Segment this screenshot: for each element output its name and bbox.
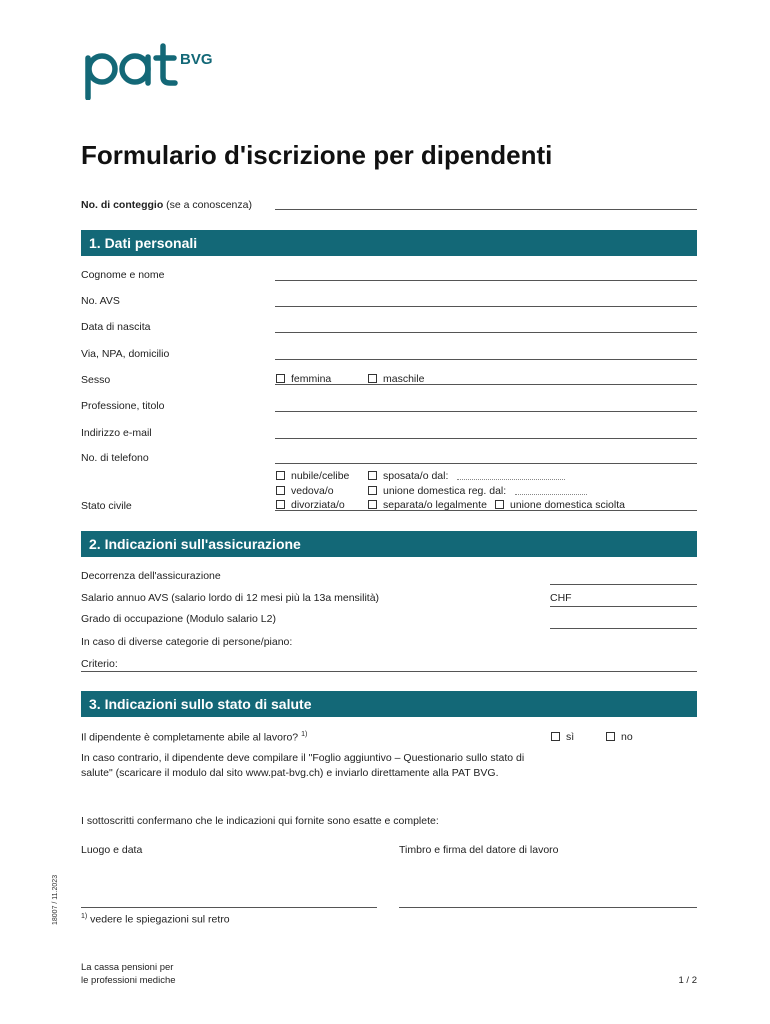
logo-graphic — [80, 40, 220, 100]
health-yes-option[interactable] — [551, 731, 574, 743]
section-personal-title: 1. Dati personali — [89, 235, 198, 251]
footnote-text: vedere le spiegazioni sul retro — [90, 913, 230, 926]
start-input-line[interactable] — [550, 584, 697, 585]
yes-checkbox[interactable] — [551, 732, 560, 741]
female-checkbox[interactable] — [276, 374, 285, 383]
no-label: no — [621, 731, 633, 743]
signature-label: Timbro e firma del datore di lavoro — [399, 844, 559, 856]
account-label-bold: No. di conteggio — [81, 199, 164, 211]
occupation-label: Grado di occupazione (Modulo salario L2) — [81, 613, 276, 625]
birth-input-line[interactable] — [275, 332, 697, 333]
salary-input-line[interactable] — [550, 606, 697, 607]
currency-label: CHF — [550, 592, 572, 604]
civil-single-option[interactable] — [276, 470, 349, 482]
separated-checkbox[interactable] — [368, 500, 377, 509]
partnership-label: unione domestica reg. dal: — [383, 485, 507, 497]
document-code: 18007 / 11.2023 — [52, 874, 59, 925]
criterion-label: Criterio: — [81, 658, 118, 670]
single-checkbox[interactable] — [276, 471, 285, 480]
no-checkbox[interactable] — [606, 732, 615, 741]
place-date-line[interactable] — [81, 907, 377, 908]
pat-bvg-logo — [80, 40, 220, 105]
page-title: Formulario d'iscrizione per dipendenti — [81, 140, 553, 170]
footer-line1: La cassa pensioni per — [81, 962, 174, 973]
separated-label: separata/o legalmente — [383, 499, 487, 511]
partnership-date-line[interactable] — [515, 494, 587, 495]
civil-partnership-option[interactable] — [368, 485, 587, 497]
widowed-checkbox[interactable] — [276, 486, 285, 495]
start-label: Decorrenza dell'assicurazione — [81, 570, 221, 582]
place-date-label: Luogo e data — [81, 844, 143, 856]
married-label: sposata/o dal: — [383, 470, 449, 482]
criterion-input-line[interactable] — [81, 671, 697, 672]
sex-line — [275, 384, 697, 385]
male-checkbox[interactable] — [368, 374, 377, 383]
salary-label: Salario annuo AVS (salario lordo di 12 mesi più la 13a mensilità) — [81, 592, 380, 604]
civil-widowed-option[interactable] — [276, 485, 334, 497]
health-no-option[interactable] — [606, 731, 633, 743]
single-label: nubile/celibe — [291, 470, 350, 482]
profession-input-line[interactable] — [275, 411, 697, 412]
confirm-text: I sottoscritti confermano che le indicazioni qui fornite sono esatte e complete: — [81, 815, 439, 827]
civil-label: Stato civile — [81, 500, 132, 512]
footnote — [81, 913, 230, 926]
occupation-input-line[interactable] — [550, 628, 697, 629]
section-health-title: 3. Indicazioni sullo stato di salute — [89, 696, 312, 712]
section-personal-header — [81, 230, 697, 256]
email-label: Indirizzo e-mail — [81, 427, 152, 439]
yes-label: sì — [566, 731, 575, 743]
phone-label: No. di telefono — [81, 452, 149, 464]
partnership-checkbox[interactable] — [368, 486, 377, 495]
email-input-line[interactable] — [275, 438, 697, 439]
widowed-label: vedova/o — [291, 485, 334, 497]
married-checkbox[interactable] — [368, 471, 377, 480]
divorced-checkbox[interactable] — [276, 500, 285, 509]
civil-line — [275, 510, 697, 511]
logo-sub: BVG — [180, 51, 213, 68]
phone-input-line[interactable] — [275, 463, 697, 464]
categories-label: In caso di diverse categorie di persone/piano: — [81, 636, 293, 648]
profession-label: Professione, titolo — [81, 400, 165, 412]
dissolved-checkbox[interactable] — [495, 500, 504, 509]
health-question — [81, 731, 307, 744]
account-label — [81, 199, 252, 211]
dissolved-label: unione domestica sciolta — [510, 499, 625, 511]
footnote-ref: 1) — [81, 913, 88, 920]
civil-married-option[interactable] — [368, 470, 565, 482]
divorced-label: divorziata/o — [291, 499, 345, 511]
health-question-text: Il dipendente è completamente abile al lavoro? — [81, 731, 299, 744]
married-date-line[interactable] — [457, 479, 565, 480]
account-input-line[interactable] — [275, 209, 697, 210]
account-label-rest: (se a conoscenza) — [166, 199, 252, 211]
birth-label: Data di nascita — [81, 321, 151, 333]
surname-label: Cognome e nome — [81, 269, 165, 281]
page-number: 1 / 2 — [678, 975, 697, 986]
section-health-header — [81, 691, 697, 717]
health-footnote-ref: 1) — [301, 731, 308, 738]
signature-line[interactable] — [399, 907, 697, 908]
section-insurance-title: 2. Indicazioni sull'assicurazione — [89, 536, 301, 552]
section-insurance-header — [81, 531, 697, 557]
avs-input-line[interactable] — [275, 306, 697, 307]
footer-line2: le professioni mediche — [81, 975, 176, 986]
male-label: maschile — [383, 373, 425, 385]
health-note-line2: salute" (scaricare il modulo dal sito www.pat-bvg.ch) e inviarlo direttamente alla PAT BVG. — [81, 767, 499, 779]
sex-label: Sesso — [81, 374, 111, 386]
female-label: femmina — [291, 373, 332, 385]
avs-label: No. AVS — [81, 295, 120, 307]
address-label: Via, NPA, domicilio — [81, 348, 170, 360]
address-input-line[interactable] — [275, 359, 697, 360]
health-note-line1: In caso contrario, il dipendente deve compilare il "Foglio aggiuntivo – Questionario sullo stato di — [81, 752, 525, 764]
surname-input-line[interactable] — [275, 280, 697, 281]
